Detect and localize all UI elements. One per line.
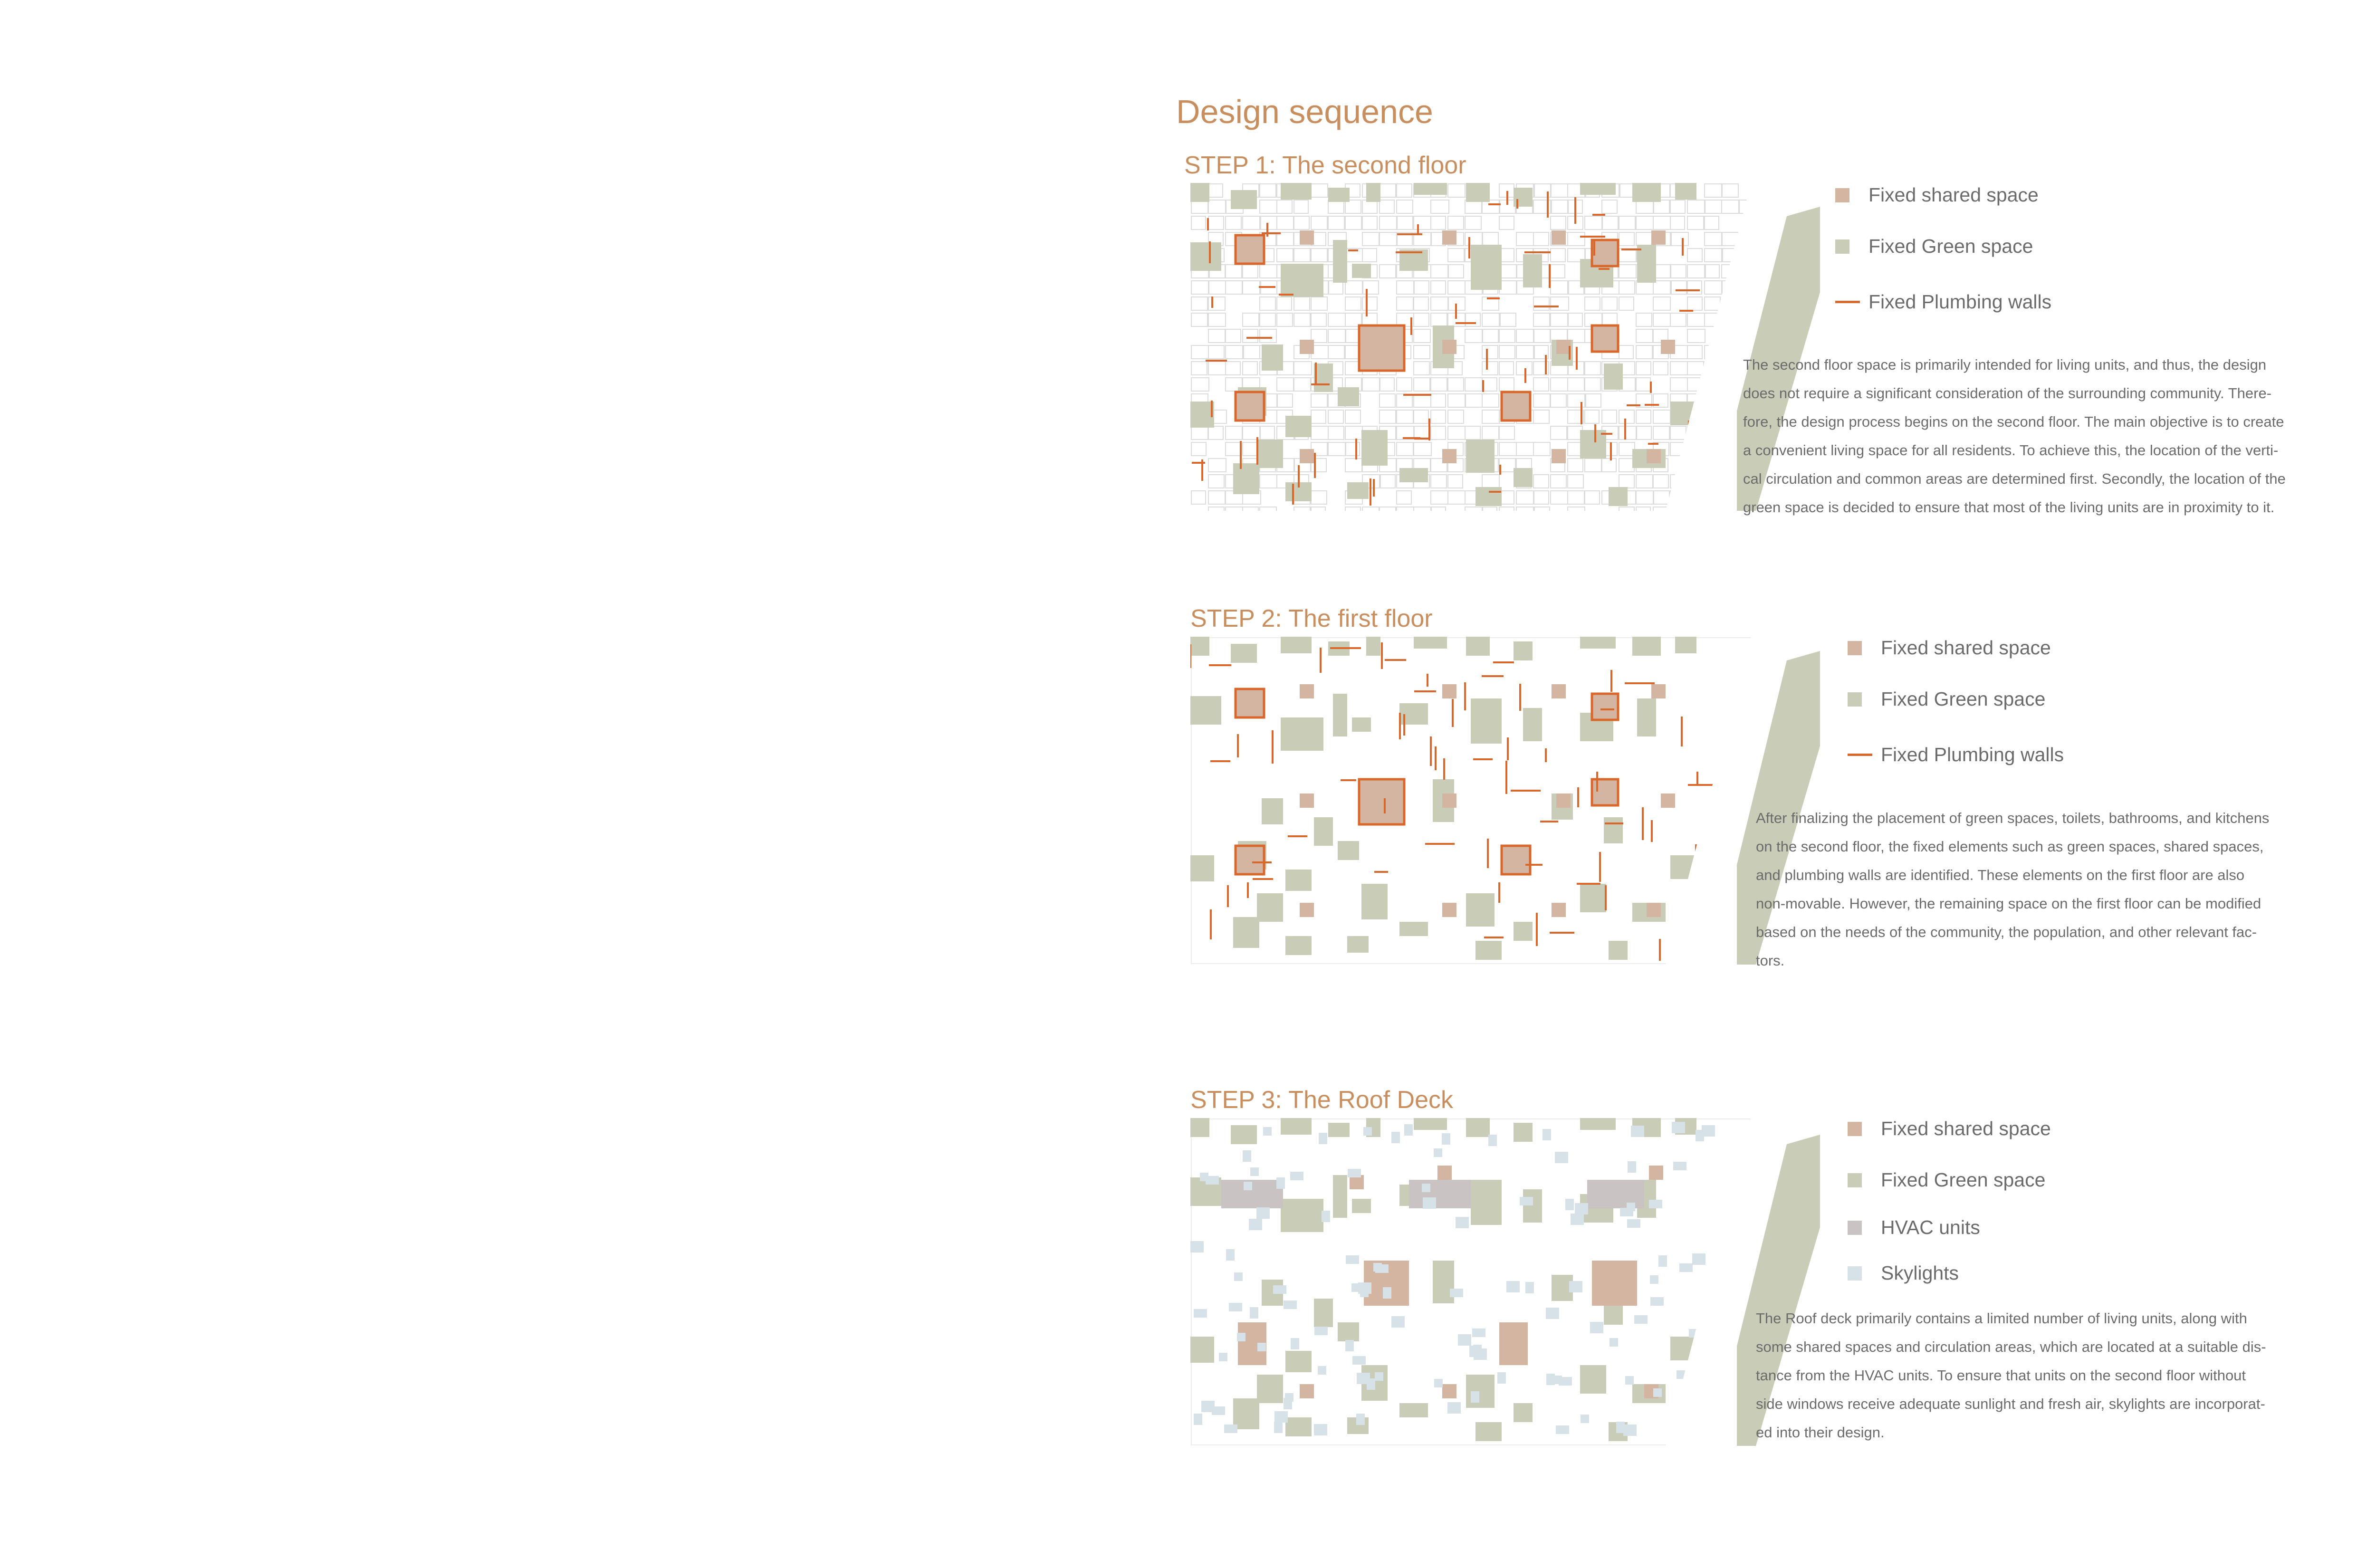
step-2-title: STEP 2: The first floor xyxy=(1190,605,1433,632)
skylight-block xyxy=(1346,1255,1359,1264)
legend-label: Fixed Green space xyxy=(1868,235,2033,257)
skylight-block xyxy=(1456,1217,1469,1228)
skylight-block xyxy=(1423,1197,1436,1209)
skylight-block xyxy=(1263,1127,1272,1136)
roof-deck-plan-drawing xyxy=(1190,1118,1820,1446)
green-space-block xyxy=(1285,936,1312,955)
green-space-block xyxy=(1233,463,1259,494)
description-line: on the second floor, the fixed elements such as green spaces, shared spaces, xyxy=(1756,838,2264,855)
skylight-block xyxy=(1391,1132,1400,1143)
shared-space-block xyxy=(1236,235,1264,264)
skylight-block xyxy=(1497,1372,1506,1384)
skylight-block xyxy=(1631,1126,1644,1137)
shared-space-swatch-icon xyxy=(1835,188,1849,202)
green-space-block xyxy=(1514,922,1533,941)
shared-space-block xyxy=(1442,230,1456,245)
skylight-block xyxy=(1352,1356,1366,1365)
green-space-block xyxy=(1604,363,1623,390)
green-space-block xyxy=(1414,183,1447,195)
shared-space-block xyxy=(1552,903,1566,917)
step-3-title: STEP 3: The Roof Deck xyxy=(1190,1086,1454,1114)
skylight-block xyxy=(1290,1172,1303,1180)
shared-space-block xyxy=(1499,1322,1528,1365)
skylight-block xyxy=(1351,1283,1360,1292)
skylight-block xyxy=(1250,1307,1258,1319)
step-1-description xyxy=(1743,351,2361,522)
description-line: non-movable. However, the remaining space on the first floor can be modified xyxy=(1756,895,2261,912)
skylight-block xyxy=(1506,1281,1520,1292)
skylight-block xyxy=(1314,1327,1328,1335)
shared-space-block xyxy=(1552,230,1566,245)
shared-space-block xyxy=(1300,794,1314,808)
skylight-block xyxy=(1243,1150,1251,1162)
skylight-block xyxy=(1649,1200,1662,1208)
green-space-block xyxy=(1475,1422,1502,1441)
skylight-block xyxy=(1229,1303,1242,1311)
skylight-block xyxy=(1575,1203,1588,1214)
shared-space-block xyxy=(1592,240,1618,266)
shared-space-block xyxy=(1300,340,1314,354)
skylight-block xyxy=(1447,1402,1461,1414)
skylight-block xyxy=(1201,1401,1215,1412)
green-space-block xyxy=(1190,855,1214,881)
green-space-block xyxy=(1285,1417,1312,1436)
shared-space-swatch-icon xyxy=(1848,1122,1862,1136)
green-space-block xyxy=(1314,817,1333,846)
description-line: ed into their design. xyxy=(1756,1424,1885,1441)
skylight-block xyxy=(1274,1411,1288,1423)
skylight-block xyxy=(1610,1338,1618,1347)
green-space-block xyxy=(1414,637,1447,649)
hvac-unit-block xyxy=(1587,1180,1644,1208)
green-space-block xyxy=(1285,416,1312,437)
green-space-block xyxy=(1257,1375,1283,1403)
description-line: side windows receive adequate sunlight and fresh air, skylights are incorporat- xyxy=(1756,1396,2265,1412)
shared-space-block xyxy=(1649,1166,1663,1180)
green-space-block xyxy=(1281,717,1323,751)
skylight-block xyxy=(1273,1285,1286,1294)
shared-space-block xyxy=(1661,794,1675,808)
skylight-block xyxy=(1363,1127,1372,1136)
skylight-block xyxy=(1348,1169,1361,1177)
skylight-block xyxy=(1383,1287,1391,1299)
shared-space-block xyxy=(1300,230,1314,245)
shared-space-block xyxy=(1502,846,1530,874)
skylight-block xyxy=(1653,1388,1662,1397)
step-2-legend xyxy=(1848,633,2133,776)
shared-space-block xyxy=(1552,449,1566,463)
green-space-block xyxy=(1338,387,1359,406)
green-space-block xyxy=(1314,1299,1333,1327)
skylight-block xyxy=(1358,1282,1371,1294)
green-space-block xyxy=(1281,1118,1312,1135)
skylight-block xyxy=(1244,1182,1252,1190)
skylight-block xyxy=(1194,1309,1207,1318)
skylight-block xyxy=(1628,1161,1636,1173)
step-2-description xyxy=(1756,804,2374,975)
legend-label: Fixed Plumbing walls xyxy=(1868,291,2052,313)
skylight-block xyxy=(1274,1422,1283,1433)
hvac-swatch-icon xyxy=(1848,1221,1862,1235)
shared-space-block xyxy=(1556,340,1571,354)
shared-space-block xyxy=(1651,230,1666,245)
skylight-block xyxy=(1190,1241,1204,1252)
green-space-block xyxy=(1328,188,1350,202)
skylight-block xyxy=(1556,1425,1569,1434)
green-space-block xyxy=(1514,468,1533,487)
step-3-description xyxy=(1756,1304,2374,1447)
green-space-swatch-icon xyxy=(1848,1173,1862,1187)
green-space-block xyxy=(1190,1337,1214,1363)
green-space-block xyxy=(1333,694,1347,736)
green-space-block xyxy=(1338,841,1359,860)
skylight-block xyxy=(1367,1378,1375,1390)
skylight-block xyxy=(1391,1316,1405,1328)
legend-label: Fixed Plumbing walls xyxy=(1881,744,2064,765)
green-space-block xyxy=(1609,941,1628,960)
page-title: Design sequence xyxy=(1176,93,1433,130)
description-line: some shared spaces and circulation areas, which are located at a suitable dis- xyxy=(1756,1339,2266,1355)
skylight-block xyxy=(1542,1129,1551,1140)
green-space-block xyxy=(1514,1403,1533,1422)
legend-label: HVAC units xyxy=(1881,1216,1980,1238)
skylight-block xyxy=(1546,1374,1555,1385)
green-space-block xyxy=(1632,637,1661,656)
green-space-block xyxy=(1580,1365,1606,1394)
skylight-block xyxy=(1520,1197,1533,1205)
green-space-block xyxy=(1352,264,1371,278)
green-space-block xyxy=(1637,698,1656,736)
shared-space-block xyxy=(1647,903,1661,917)
green-space-block xyxy=(1471,1180,1502,1225)
skylight-block xyxy=(1434,1148,1442,1157)
green-space-block xyxy=(1352,1199,1371,1213)
hvac-unit-block xyxy=(1409,1180,1471,1208)
plumbing-wall-line-icon xyxy=(1848,754,1872,756)
shared-space-block xyxy=(1359,325,1404,371)
shared-space-block xyxy=(1502,392,1530,421)
shared-space-block xyxy=(1442,1384,1456,1398)
green-space-block xyxy=(1466,893,1495,927)
green-space-block xyxy=(1257,893,1283,922)
green-space-block xyxy=(1580,1118,1616,1130)
shared-space-block xyxy=(1236,846,1264,874)
green-space-block xyxy=(1190,696,1221,725)
green-space-block xyxy=(1466,440,1495,473)
green-space-block xyxy=(1281,264,1323,297)
skylight-block xyxy=(1314,1424,1327,1435)
skylight-block xyxy=(1581,1415,1589,1423)
description-line: does not require a significant consideration of the surrounding community. There- xyxy=(1743,385,2272,402)
skylight-block xyxy=(1194,1414,1202,1425)
green-space-block xyxy=(1580,183,1616,195)
skylight-block xyxy=(1276,1177,1285,1189)
green-space-block xyxy=(1333,240,1347,283)
shared-space-block xyxy=(1236,392,1264,421)
skylight-block xyxy=(1565,1199,1574,1210)
description-line: fore, the design process begins on the second floor. The main objective is to create xyxy=(1743,413,2284,430)
green-space-block xyxy=(1609,487,1628,506)
green-space-block xyxy=(1257,440,1283,468)
green-space-block xyxy=(1366,637,1380,656)
skylight-block xyxy=(1224,1425,1237,1433)
green-space-block xyxy=(1333,1175,1347,1218)
shared-space-block xyxy=(1442,449,1456,463)
shared-space-block xyxy=(1592,1261,1637,1306)
green-space-block xyxy=(1414,1118,1447,1130)
green-space-block xyxy=(1361,884,1388,919)
skylight-block xyxy=(1356,1414,1365,1425)
green-space-block xyxy=(1352,717,1371,732)
description-line: green space is decided to ensure that most of the living units are in proximity to it. xyxy=(1743,499,2275,516)
green-space-block xyxy=(1399,468,1428,482)
green-space-block xyxy=(1523,254,1542,287)
skylight-block xyxy=(1546,1308,1559,1319)
skylight-block xyxy=(1345,1340,1354,1351)
green-space-swatch-icon xyxy=(1835,239,1849,254)
green-space-block xyxy=(1231,1125,1257,1144)
shared-space-block xyxy=(1592,325,1618,352)
shared-space-block xyxy=(1437,1166,1452,1180)
green-space-block xyxy=(1475,487,1502,506)
skylight-block xyxy=(1474,1348,1487,1360)
skylight-block xyxy=(1472,1329,1485,1337)
description-line: a convenient living space for all residents. To achieve this, the location of the verti- xyxy=(1743,442,2279,459)
shared-space-block xyxy=(1300,1384,1314,1398)
green-space-block xyxy=(1475,941,1502,960)
shared-space-block xyxy=(1647,449,1661,463)
green-space-block xyxy=(1523,1189,1542,1223)
legend-label: Fixed shared space xyxy=(1868,184,2039,206)
step-1-title: STEP 1: The second floor xyxy=(1184,152,1466,179)
shared-space-block xyxy=(1442,794,1456,808)
skylight-block xyxy=(1634,1315,1648,1324)
green-space-block xyxy=(1471,245,1502,290)
green-space-block xyxy=(1399,1403,1428,1417)
green-space-block xyxy=(1231,644,1257,663)
green-space-swatch-icon xyxy=(1848,692,1862,707)
skylight-block xyxy=(1249,1219,1262,1230)
skylight-block xyxy=(1285,1393,1293,1402)
skylight-block xyxy=(1284,1300,1297,1309)
green-space-block xyxy=(1281,1199,1323,1232)
skylight-block xyxy=(1650,1275,1658,1284)
skylight-block xyxy=(1234,1272,1243,1281)
description-line: tance from the HVAC units. To ensure that units on the second floor without xyxy=(1756,1367,2246,1384)
green-space-block xyxy=(1580,884,1606,912)
green-space-block xyxy=(1604,817,1623,843)
green-space-block xyxy=(1338,1322,1359,1341)
green-space-block xyxy=(1399,922,1428,936)
shared-space-block xyxy=(1300,684,1314,698)
skylight-block xyxy=(1616,1422,1625,1433)
green-space-block xyxy=(1675,183,1696,200)
shared-space-block xyxy=(1651,684,1666,698)
green-space-block xyxy=(1514,1123,1533,1142)
description-line: tors. xyxy=(1756,952,1785,969)
step-1-legend xyxy=(1835,181,2120,323)
green-space-block xyxy=(1285,870,1312,891)
skylight-block xyxy=(1555,1152,1568,1163)
legend-label: Fixed shared space xyxy=(1881,1118,2051,1139)
description-line: cal circulation and common areas are determined first. Secondly, the location of the xyxy=(1743,470,2286,487)
green-space-block xyxy=(1466,1375,1495,1408)
green-space-block xyxy=(1514,641,1533,660)
skylight-block xyxy=(1590,1322,1603,1333)
green-space-block xyxy=(1580,637,1616,649)
description-line: based on the needs of the community, the population, and other relevant fac- xyxy=(1756,924,2257,940)
skylight-block xyxy=(1525,1282,1534,1293)
skylight-block xyxy=(1422,1184,1430,1192)
legend-label: Fixed shared space xyxy=(1881,637,2051,659)
step-3-roof-plan xyxy=(1190,1118,1820,1446)
green-space-block xyxy=(1190,402,1214,428)
green-space-block xyxy=(1262,798,1283,824)
skylight-block xyxy=(1702,1125,1715,1137)
shared-space-block xyxy=(1661,340,1675,354)
skylight-block xyxy=(1650,1297,1664,1306)
skylight-block xyxy=(1375,1372,1383,1381)
shared-space-block xyxy=(1442,903,1456,917)
skylight-block xyxy=(1319,1133,1327,1144)
skylight-block xyxy=(1488,1135,1497,1146)
skylight-block xyxy=(1673,1162,1686,1170)
skylight-swatch-icon xyxy=(1848,1266,1862,1281)
shared-space-block xyxy=(1592,694,1618,720)
skylight-block xyxy=(1679,1263,1693,1272)
first-floor-plan-drawing xyxy=(1190,637,1820,965)
skylight-block xyxy=(1219,1353,1227,1361)
green-space-block xyxy=(1466,183,1490,202)
second-floor-plan-drawing xyxy=(1190,183,1820,511)
skylight-block xyxy=(1627,1203,1635,1211)
skylight-block xyxy=(1623,1425,1637,1436)
skylight-block xyxy=(1442,1133,1450,1145)
skylight-block xyxy=(1237,1333,1245,1341)
green-space-block xyxy=(1361,430,1388,466)
green-space-block xyxy=(1675,637,1696,653)
green-space-block xyxy=(1366,183,1380,202)
green-space-block xyxy=(1190,242,1221,271)
shared-space-swatch-icon xyxy=(1848,641,1862,655)
green-space-block xyxy=(1231,190,1257,209)
skylight-block xyxy=(1625,1376,1634,1385)
skylight-block xyxy=(1569,1281,1582,1292)
step-1-floor-plan xyxy=(1190,183,1820,511)
green-space-block xyxy=(1281,637,1312,653)
skylight-block xyxy=(1658,1255,1667,1267)
description-line: and plumbing walls are identified. These elements on the first floor are also xyxy=(1756,867,2245,883)
shared-space-block xyxy=(1442,684,1456,698)
green-space-block xyxy=(1190,183,1209,202)
skylight-block xyxy=(1373,1263,1382,1272)
skylight-block xyxy=(1318,1366,1326,1375)
description-line: After finalizing the placement of green spaces, toilets, bathrooms, and kitchens xyxy=(1756,810,2270,826)
green-space-block xyxy=(1281,183,1312,200)
plumbing-wall-line-icon xyxy=(1835,301,1860,303)
description-line: The Roof deck primarily contains a limited number of living units, along with xyxy=(1756,1310,2247,1327)
legend-label: Fixed Green space xyxy=(1881,688,2046,710)
skylight-block xyxy=(1257,1343,1266,1351)
skylight-block xyxy=(1256,1207,1270,1219)
green-space-block xyxy=(1466,637,1490,656)
skylight-block xyxy=(1458,1334,1471,1346)
shared-space-block xyxy=(1442,340,1456,354)
skylight-block xyxy=(1672,1122,1685,1133)
green-space-block xyxy=(1328,1123,1350,1137)
skylight-block xyxy=(1322,1211,1330,1222)
shared-space-block xyxy=(1556,794,1571,808)
green-space-block xyxy=(1523,708,1542,741)
legend-label: Skylights xyxy=(1881,1262,1959,1284)
skylight-block xyxy=(1226,1249,1235,1261)
skylight-block xyxy=(1571,1214,1584,1225)
skylight-block xyxy=(1404,1124,1413,1136)
skylight-block xyxy=(1434,1379,1443,1387)
shared-space-block xyxy=(1359,779,1404,824)
green-space-block xyxy=(1262,344,1283,371)
green-space-block xyxy=(1347,482,1369,499)
skylight-block xyxy=(1692,1253,1705,1265)
skylight-block xyxy=(1471,1391,1479,1403)
skylight-block xyxy=(1250,1167,1259,1176)
skylight-block xyxy=(1200,1173,1208,1181)
skylight-block xyxy=(1627,1219,1640,1228)
step-2-floor-plan xyxy=(1190,637,1820,965)
shared-space-block xyxy=(1552,684,1566,698)
skylight-block xyxy=(1291,1338,1299,1349)
green-space-block xyxy=(1632,183,1661,202)
green-space-block xyxy=(1190,1118,1209,1137)
green-space-block xyxy=(1347,936,1369,953)
shared-space-block xyxy=(1592,779,1618,805)
green-space-block xyxy=(1466,1118,1490,1137)
shared-space-block xyxy=(1236,689,1264,717)
step-3-legend xyxy=(1848,1114,2133,1304)
description-line: The second floor space is primarily intended for living units, and thus, the design xyxy=(1743,356,2267,373)
green-space-block xyxy=(1471,698,1502,744)
green-space-block xyxy=(1285,1351,1312,1372)
shared-space-block xyxy=(1300,449,1314,463)
skylight-block xyxy=(1450,1289,1463,1297)
legend-label: Fixed Green space xyxy=(1881,1169,2046,1191)
green-space-block xyxy=(1190,637,1209,656)
shared-space-block xyxy=(1300,903,1314,917)
green-space-block xyxy=(1233,917,1259,948)
